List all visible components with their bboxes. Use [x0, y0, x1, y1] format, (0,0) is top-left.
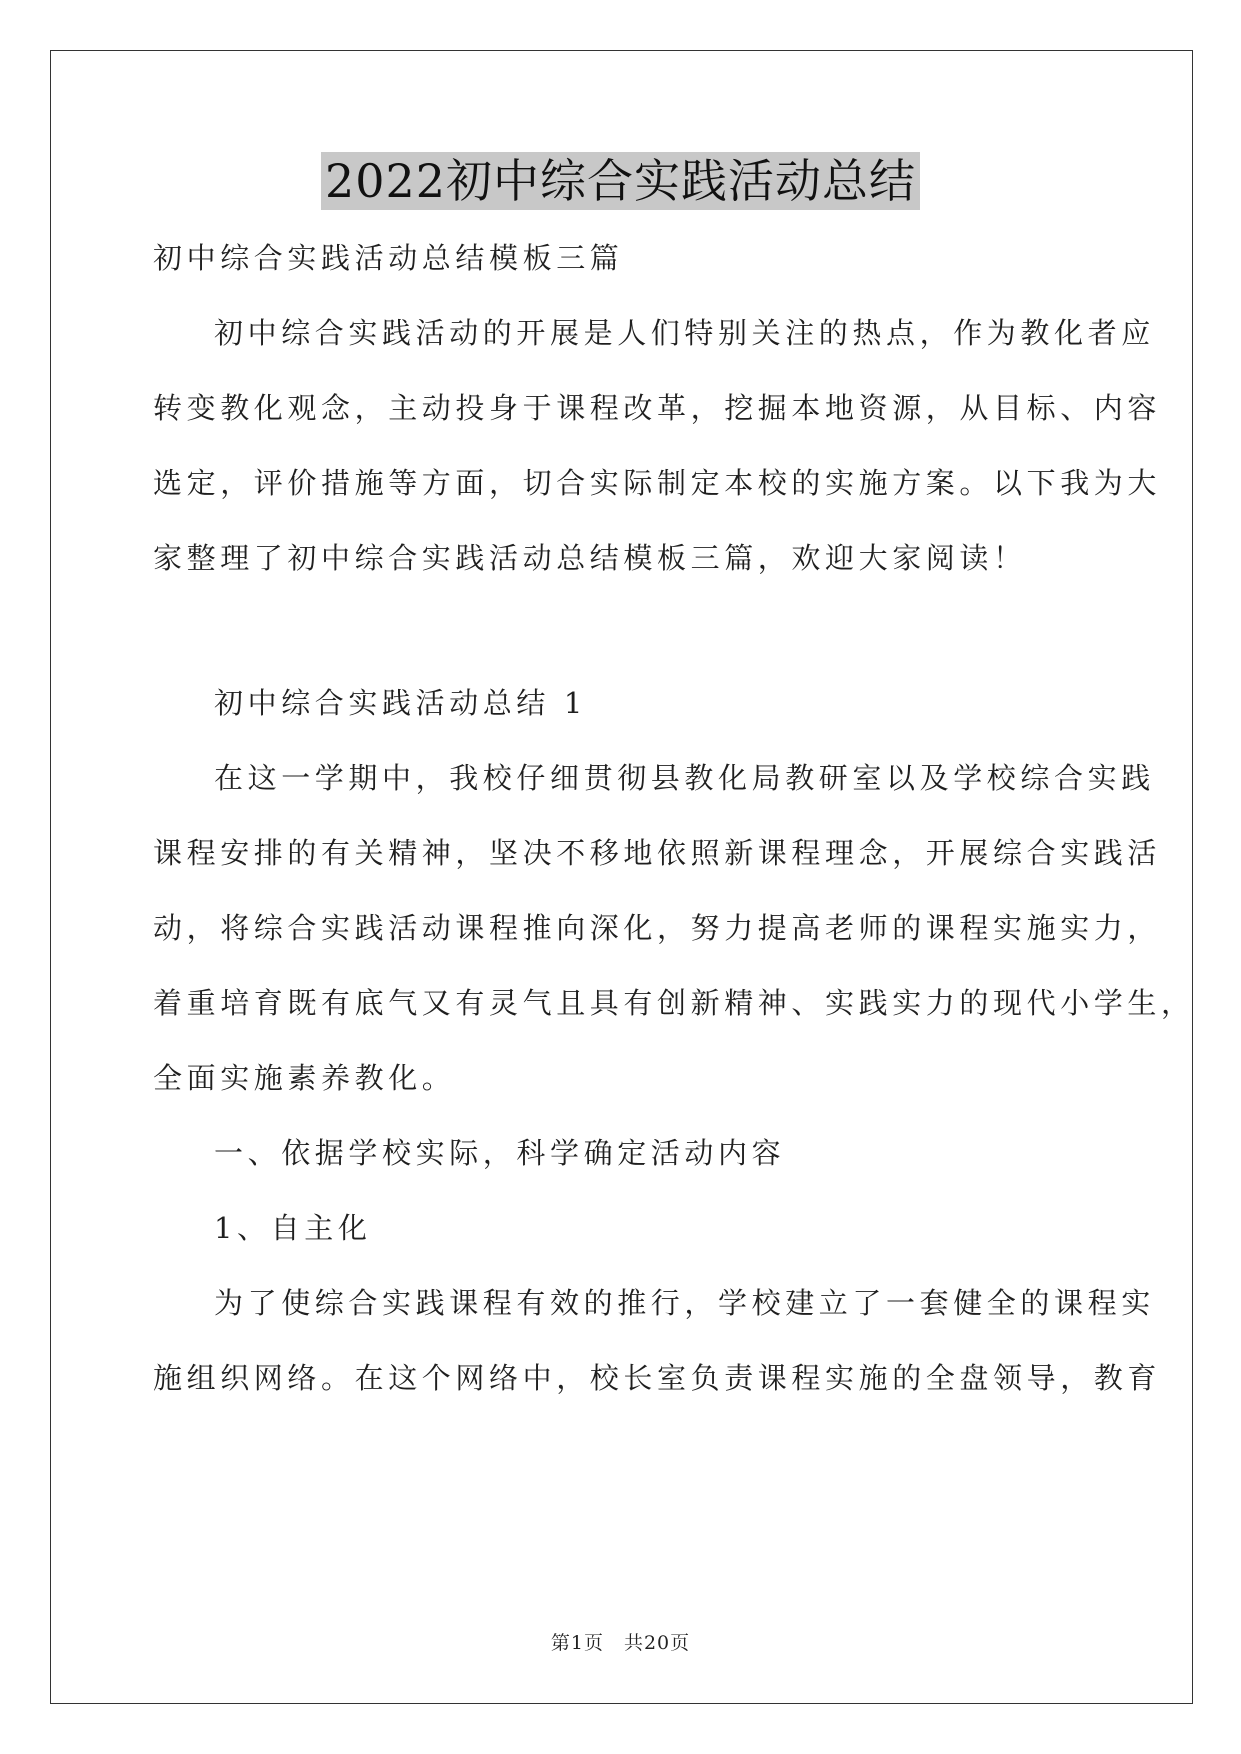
intro-line: 转变教化观念，主动投身于课程改革，挖掘本地资源，从目标、内容: [153, 391, 1162, 425]
item-one: 1、自主化: [214, 1211, 372, 1245]
para1-line: 全面实施素养教化。: [153, 1061, 456, 1095]
section-heading: 初中综合实践活动总结 1: [214, 686, 587, 720]
heading-one: 一、依据学校实际，科学确定活动内容: [214, 1136, 786, 1170]
intro-line: 初中综合实践活动的开展是人们特别关注的热点，作为教化者应: [214, 316, 1155, 350]
para1-line: 着重培育既有底气又有灵气且具有创新精神、实践实力的现代小学生，: [153, 986, 1195, 1020]
document-title: 2022初中综合实践活动总结: [321, 152, 920, 210]
para2-line: 施组织网络。在这个网络中，校长室负责课程实施的全盘领导，教育: [153, 1361, 1162, 1395]
page-border: [50, 50, 1193, 1704]
page-footer: 第1页 共20页: [550, 1632, 691, 1654]
para2-line: 为了使综合实践课程有效的推行，学校建立了一套健全的课程实: [214, 1286, 1155, 1320]
document-subtitle: 初中综合实践活动总结模板三篇: [153, 241, 624, 275]
para1-line: 动，将综合实践活动课程推向深化，努力提高老师的课程实施实力，: [153, 911, 1162, 945]
para1-line: 在这一学期中，我校仔细贯彻县教化局教研室以及学校综合实践: [214, 761, 1155, 795]
para1-line: 课程安排的有关精神，坚决不移地依照新课程理念，开展综合实践活: [153, 836, 1162, 870]
intro-line: 选定，评价措施等方面，切合实际制定本校的实施方案。以下我为大: [153, 466, 1162, 500]
intro-line: 家整理了初中综合实践活动总结模板三篇，欢迎大家阅读！: [153, 541, 1027, 575]
title-container: [0, 152, 1241, 210]
